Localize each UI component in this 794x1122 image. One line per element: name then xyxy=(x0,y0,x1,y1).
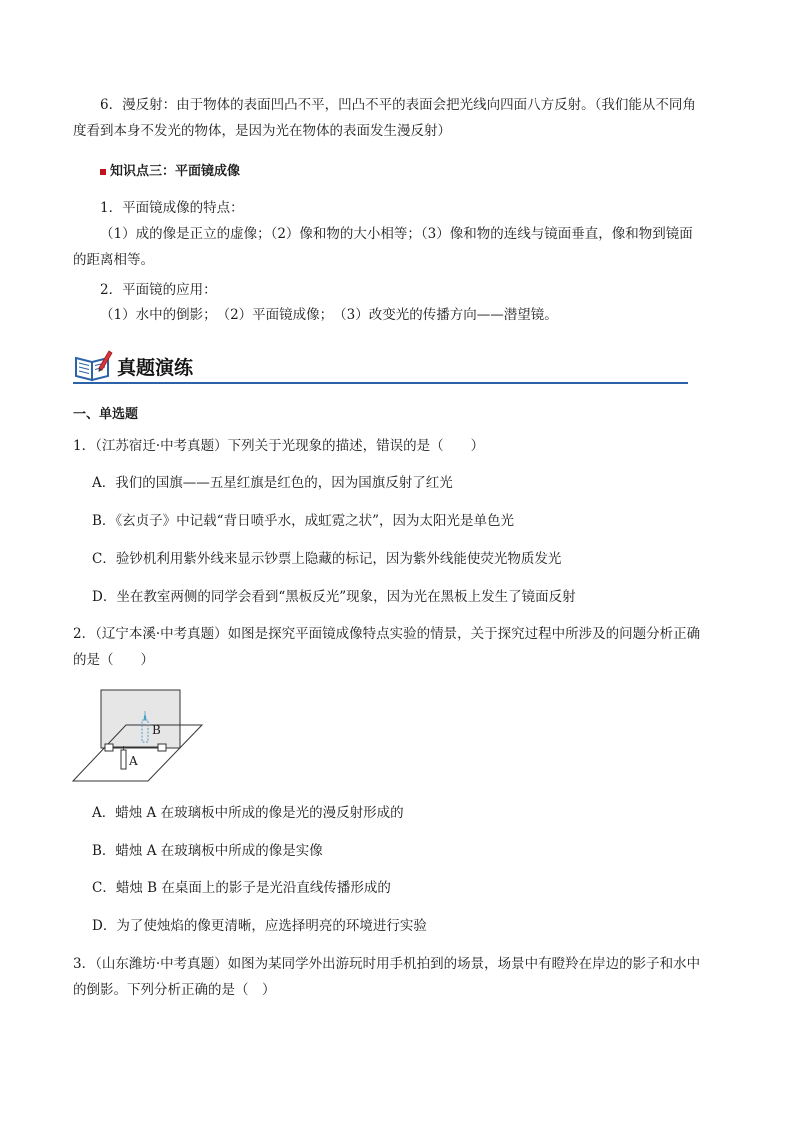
section-divider xyxy=(73,382,688,384)
q3-stem-line-1: 3．（山东潍坊·中考真题）如图为某同学外出游玩时用手机拍到的场景，场景中有瞪羚在岸边的影子和水中 xyxy=(73,956,701,972)
experiment-diagram xyxy=(70,688,210,784)
knowledge-point-heading xyxy=(100,160,240,179)
section-header xyxy=(73,344,688,384)
q1-option-d: D．坐在教室两侧的同学会看到“黑板反光”现象，因为光在黑板上发生了镜面反射 xyxy=(92,589,576,605)
kp3-item-1-detail-line-2: 的距离相等。 xyxy=(73,252,154,268)
q2-option-c: C．蜡烛 B 在桌面上的影子是光沿直线传播形成的 xyxy=(92,880,391,896)
red-square-bullet-icon xyxy=(100,169,106,175)
kp3-item-2: 2．平面镜的应用： xyxy=(100,282,217,298)
k6-line-2: 度看到本身不发光的物体，是因为光在物体的表面发生漫反射） xyxy=(73,123,451,139)
q1-option-a: A．我们的国旗——五星红旗是红色的，因为国旗反射了红光 xyxy=(92,475,453,491)
q1-option-b: B．《玄贞子》中记载“背日喷乎水，成虹霓之状”，因为太阳光是单色光 xyxy=(92,513,514,529)
figure-label-a: A xyxy=(129,754,138,768)
q2-stem-line-1: 2．（辽宁本溪·中考真题）如图是探究平面镜成像特点实验的情景，关于探究过程中所涉及的问题分析正确 xyxy=(73,626,701,642)
knowledge-point-title: 知识点三：平面镜成像 xyxy=(110,164,241,179)
q2-stem-line-2: 的是（ ） xyxy=(73,652,154,668)
q3-stem-line-2: 的倒影。下列分析正确的是（ ） xyxy=(73,982,276,998)
plane-mirror-experiment-figure xyxy=(70,688,210,784)
q2-option-a: A．蜡烛 A 在玻璃板中所成的像是光的漫反射形成的 xyxy=(92,805,404,821)
question-type-heading: 一、单选题 xyxy=(73,407,139,422)
section-title: 真题演练 xyxy=(117,357,194,379)
kp3-item-1: 1．平面镜成像的特点： xyxy=(100,200,244,216)
q1-stem: 1．（江苏宿迁·中考真题）下列关于光现象的描述，错误的是（ ） xyxy=(73,438,485,454)
q2-option-b: B．蜡烛 A 在玻璃板中所成的像是实像 xyxy=(92,843,323,859)
q1-option-c: C．验钞机利用紫外线来显示钞票上隐藏的标记，因为紫外线能使荧光物质发光 xyxy=(92,551,562,567)
q2-option-d: D．为了使烛焰的像更清晰，应选择明亮的环境进行实验 xyxy=(92,918,427,934)
k6-line-1: 6．漫反射：由于物体的表面凹凸不平，凹凸不平的表面会把光线向四面八方反射。（我们能从不同角 xyxy=(100,97,696,113)
kp3-item-1-detail-line-1: （1）成的像是正立的虚像；（2）像和物的大小相等；（3）像和物的连线与镜面垂直，像和物到镜面 xyxy=(100,226,693,242)
open-book-pencil-icon xyxy=(73,348,113,382)
kp3-item-2-detail: （1）水中的倒影； （2）平面镜成像； （3）改变光的传播方向——潜望镜。 xyxy=(100,307,558,323)
figure-label-b: B xyxy=(152,723,161,737)
